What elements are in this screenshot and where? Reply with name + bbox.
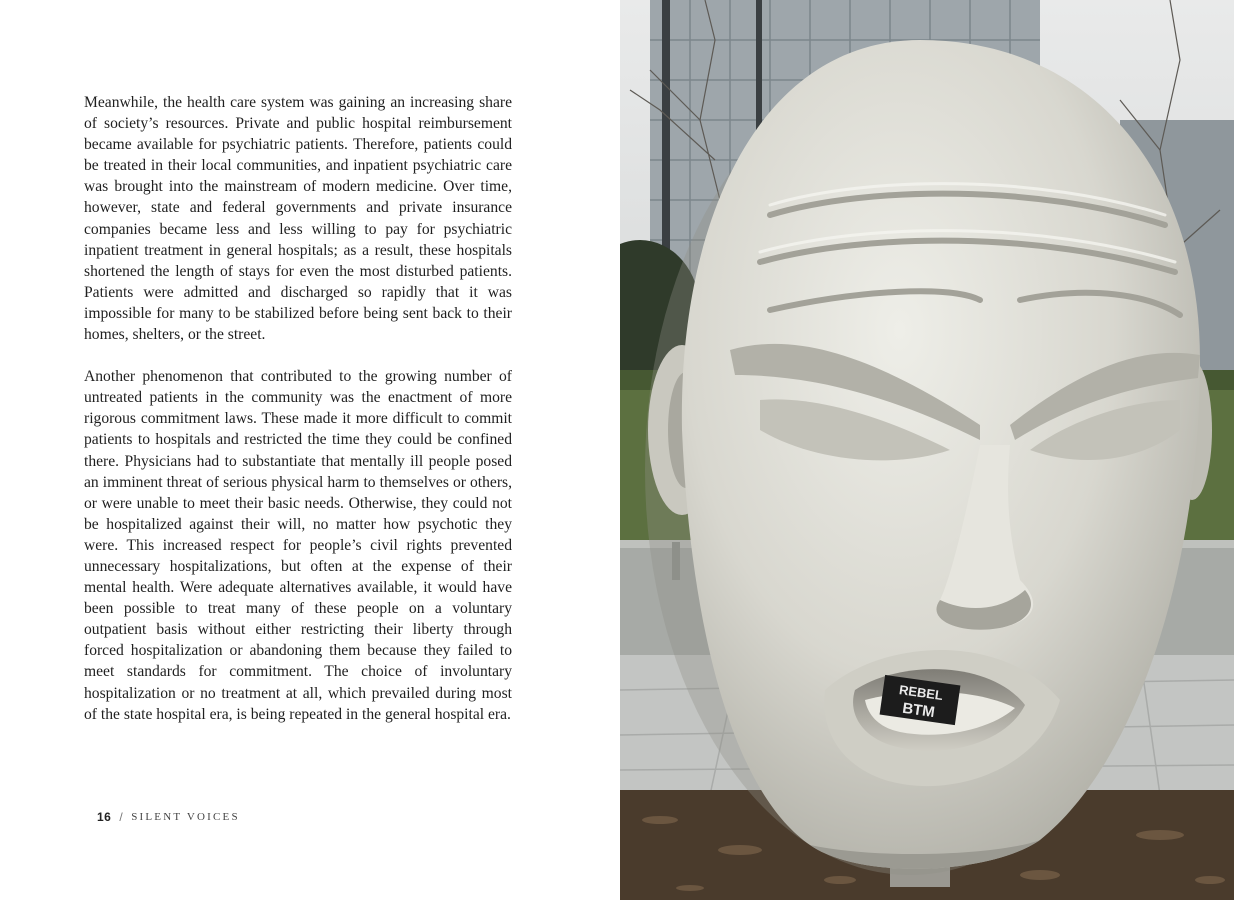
folio [97,810,240,824]
running-title: SILENT VOICES [131,811,240,823]
folio-separator: / [119,810,124,824]
paragraph-1: Meanwhile, the health care system was gaining an increasing share of society’s resources. Private and public hospital reimbursement became available for psychiatric patients. Therefore, patients could be treated in their local communities, and inpatient psychiatric care was brought into the mainstream of modern medicine. Over time, however, state and federal governments and private insurance companies became less and less willing to pay for psychiatric inpatient treatment in general hospitals; as a result, these hospitals shortened the length of stays for even the most disturbed patients. Patients were admitted and discharged so rapidly that it was impossible for many to be stabilized before being sent back to their homes, shelters, or the street. [84,94,512,344]
sculpture-photo [620,0,1234,900]
paragraph-2: Another phenomenon that contributed to the growing number of untreated patients in the community was the enactment of more rigorous commitment laws. These made it more difficult to commit patients to hospitals and restricted the time they could be confined there. Physicians had to substantiate that mentally ill people posed an imminent threat of serious physical harm to themselves or others, or were unable to meet their basic needs. Otherwise, they could not be hospitalized against their will, no matter how psychotic they were. This increased respect for people’s civil rights prevented unnecessary hospitalizations, but often at the expense of their mental health. Were adequate alternatives available, it would have been possible to treat many of these people on a voluntary outpatient basis without either restricting their liberty through forced hospitalization or abandoning them because they failed to meet standards for commitment. The choice of involuntary hospitalization or no treatment at all, which prevailed during most of the state hospital era, is being repeated in the general hospital era. [84,368,512,723]
sticker-line-2: BTM [901,699,936,722]
right-page-photo [620,0,1234,900]
body-text [84,92,512,746]
page-number: 16 [97,810,112,824]
sticker-line-1: REBEL [898,682,944,704]
